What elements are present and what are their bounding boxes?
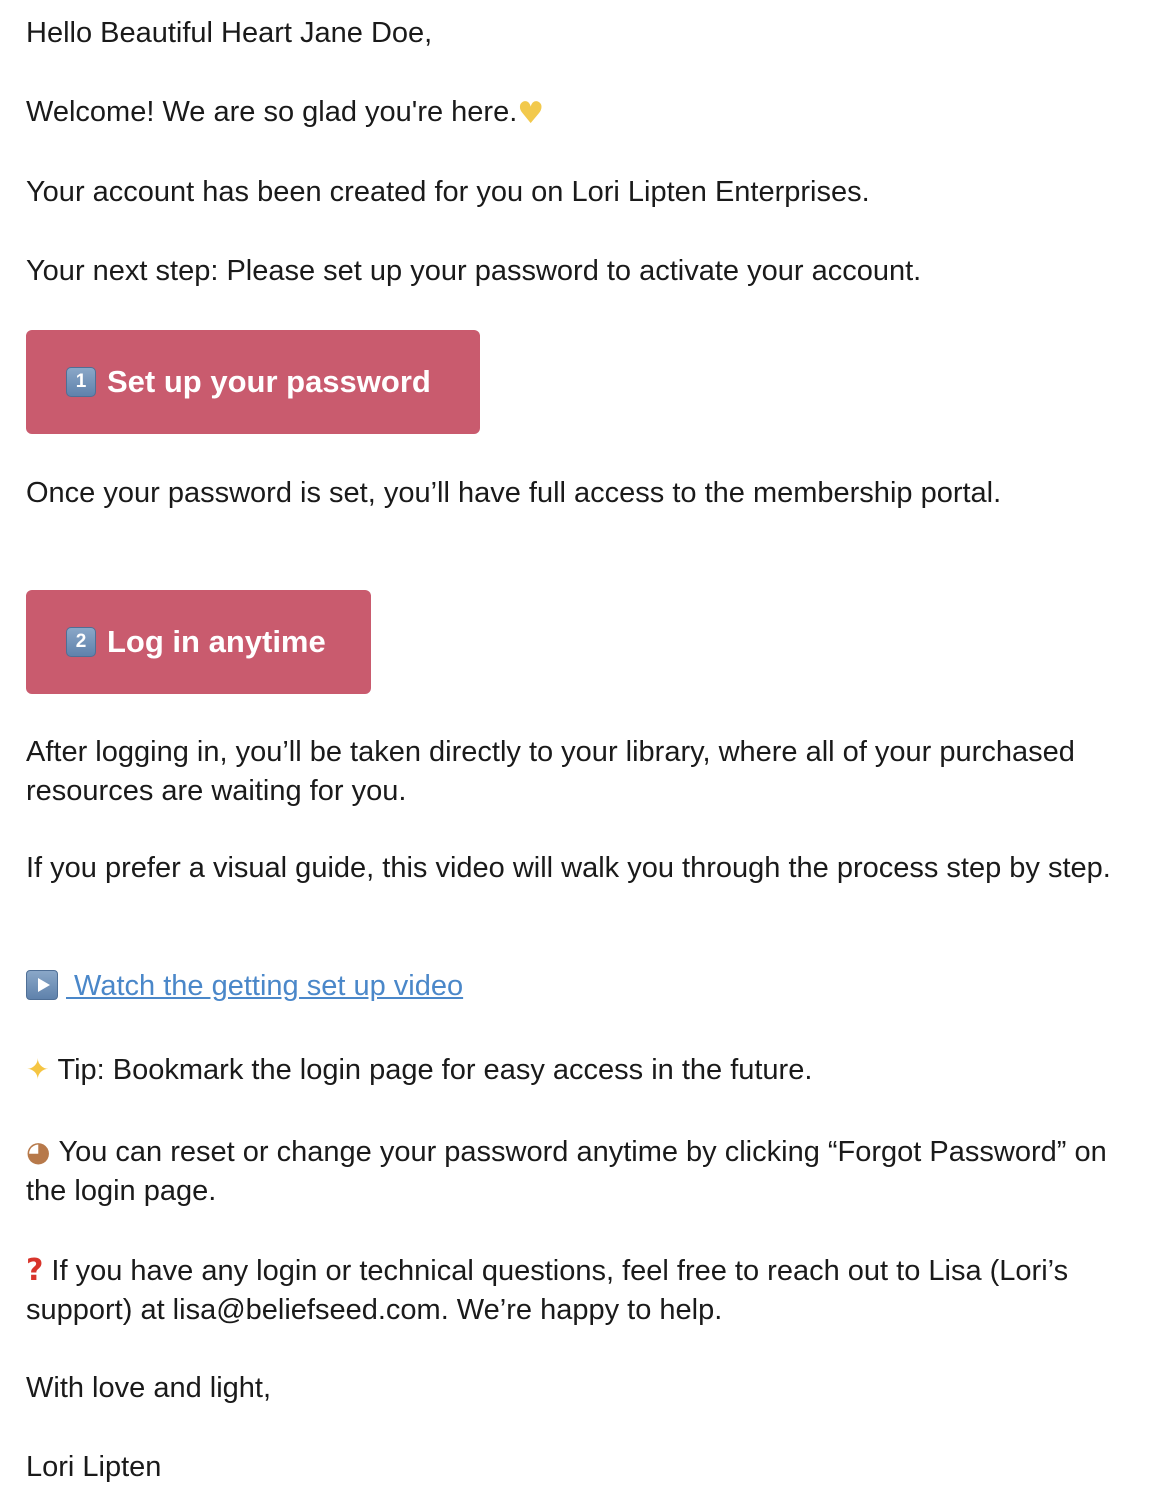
play-button-icon (26, 970, 58, 1000)
reset-line (26, 1132, 1124, 1211)
next-step-text: Your next step: Please set up your password to activate your account. (26, 255, 922, 287)
keycap-two-icon: 2 (66, 627, 96, 657)
sparkles-icon: ✦ (26, 1053, 50, 1086)
question-mark-icon: ? (26, 1253, 44, 1288)
closing-text: With love and light, (26, 1372, 272, 1404)
welcome-text: Welcome! We are so glad you're here. (26, 96, 518, 128)
support-text: If you have any login or technical questions, feel free to reach out to Lisa (Lori’s support) at lisa@beliefseed.com. We’re happy to help. (26, 1255, 1069, 1326)
tip-text: Tip: Bookmark the login page for easy access in the future. (57, 1054, 813, 1086)
account-created-text: Your account has been created for you on Lori Lipten Enterprises. (26, 176, 870, 208)
welcome-line (26, 93, 1124, 133)
tip-line (26, 1050, 1124, 1090)
yellow-heart-icon: ♥ (517, 96, 545, 131)
access-note-text: Once your password is set, you’ll have full access to the membership portal. (26, 477, 1002, 509)
support-line (26, 1251, 1124, 1330)
set-up-password-label: Set up your password (107, 364, 431, 399)
keycap-one-icon: 1 (66, 367, 96, 397)
watch-video-link[interactable] (26, 970, 463, 1002)
log-in-anytime-button[interactable] (26, 590, 371, 694)
library-note-text: After logging in, you’ll be taken directly to your library, where all of your purchased resources are waiting for you. (26, 736, 1075, 807)
video-link-row (26, 967, 1124, 1006)
greeting: Hello Beautiful Heart Jane Doe, (26, 17, 433, 49)
palette-icon: ◕ (26, 1135, 51, 1168)
signature: Lori Lipten (26, 1451, 162, 1483)
video-intro-text: If you prefer a visual guide, this video will walk you through the process step by step. (26, 852, 1111, 884)
watch-video-label: Watch the getting set up video (66, 970, 464, 1002)
log-in-anytime-label: Log in anytime (107, 624, 326, 659)
set-up-password-button[interactable] (26, 330, 480, 434)
reset-text: You can reset or change your password anytime by clicking “Forgot Password” on the login page. (26, 1136, 1107, 1207)
